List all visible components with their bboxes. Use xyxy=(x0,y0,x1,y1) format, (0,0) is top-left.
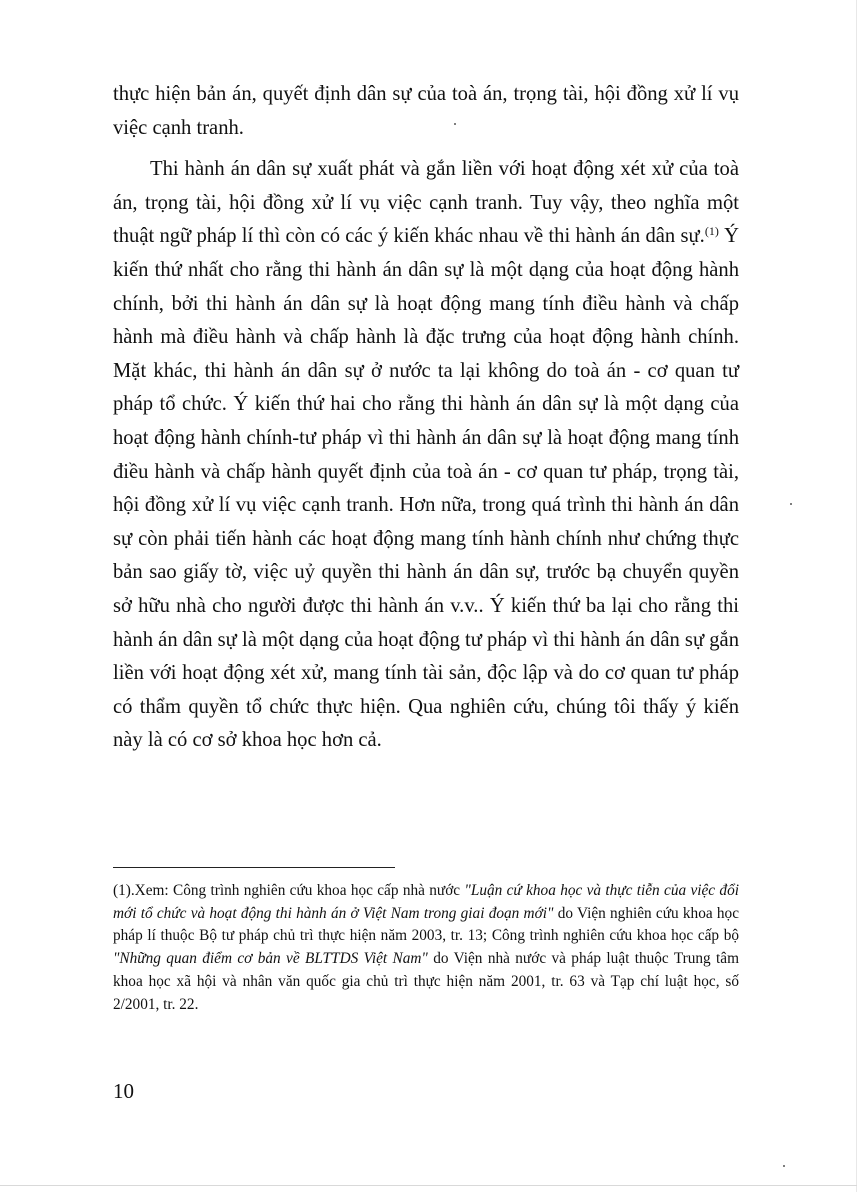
paragraph-1: thực hiện bản án, quyết định dân sự của toà án, trọng tài, hội đồng xử lí vụ việc cạnh tranh. xyxy=(113,83,739,139)
paragraph-2-part-a: Thi hành án dân sự xuất phát và gắn liền với hoạt động xét xử của toà án, trọng tài, hội đồng xử lí vụ việc cạnh tranh. Tuy vậy, theo nghĩa một thuật ngữ pháp lí thì còn có các ý kiến khác nhau về thi hành án dân sự. xyxy=(113,158,739,248)
footnote-divider xyxy=(113,867,395,868)
page-number: 10 xyxy=(113,1079,134,1103)
paragraph-2 xyxy=(113,153,739,758)
page-bottom-edge xyxy=(0,1185,857,1186)
footnote-title-2: "Những quan điểm cơ bản về BLTTDS Việt Nam" xyxy=(113,950,428,968)
scan-speck xyxy=(783,1165,785,1167)
scan-speck xyxy=(454,123,456,125)
scan-speck xyxy=(790,503,792,505)
footnote-part-3: do Viện nhà nước và pháp luật thuộc Trung tâm khoa học xã hội và nhân văn quốc gia chủ trì thực hiện năm 2001, tr. 63 và Tạp chí luật học, số 2/2001, tr. 22. xyxy=(113,950,739,1013)
footnote xyxy=(113,880,739,1016)
body-text xyxy=(113,78,739,758)
footnote-title-1: "Luận cứ khoa học và thực tiễn của việc đổi mới tổ chức và hoạt động thi hành án ở Việt Nam trong giai đoạn mới" xyxy=(113,882,739,922)
footnote-part-2: do Viện nghiên cứu khoa học pháp lí thuộc Bộ tư pháp chủ trì thực hiện năm 2003, tr. 13; Công trình nghiên cứu khoa học cấp bộ xyxy=(113,904,739,945)
footnote-text xyxy=(113,880,739,1016)
paragraph-2-part-b: Ý kiến thứ nhất cho rằng thi hành án dân sự là một dạng của hoạt động hành chính, bởi thi hành án dân sự là hoạt động mang tính điều hành và chấp hành mà điều hành và chấp hành là đặc trưng của hoạt động hành chính. Mặt khác, thi hành án dân sự ở nước ta lại không do toà án - cơ quan tư pháp tổ chức. Ý kiến thứ hai cho rằng thi hành án dân sự là một dạng của hoạt động hành chính-tư pháp vì thi hành án dân sự là hoạt động mang tính điều hành và chấp hành quyết định của toà án - cơ quan tư pháp, trọng tài, hội đồng xử lí vụ việc cạnh tranh. Hơn nữa, trong quá trình thi hành án dân sự còn phải tiến hành các hoạt động mang tính hành chính như chứng thực bản sao giấy tờ, việc uỷ quyền thi hành án dân sự, trước bạ chuyển quyền sở hữu nhà cho người được thi hành án v.v.. Ý kiến thứ ba lại cho rằng thi hành án dân sự là một dạng của hoạt động tư pháp vì thi hành án dân sự gắn liền với hoạt động xét xử, mang tính tài sản, độc lập và do cơ quan tư pháp có thẩm quyền tổ chức thực hiện. Qua nghiên cứu, chúng tôi thấy ý kiến này là có cơ sở khoa học hơn cả. xyxy=(113,225,739,752)
footnote-reference: (1) xyxy=(704,224,719,239)
footnote-part-1: (1).Xem: Công trình nghiên cứu khoa học cấp nhà nước xyxy=(113,882,465,899)
